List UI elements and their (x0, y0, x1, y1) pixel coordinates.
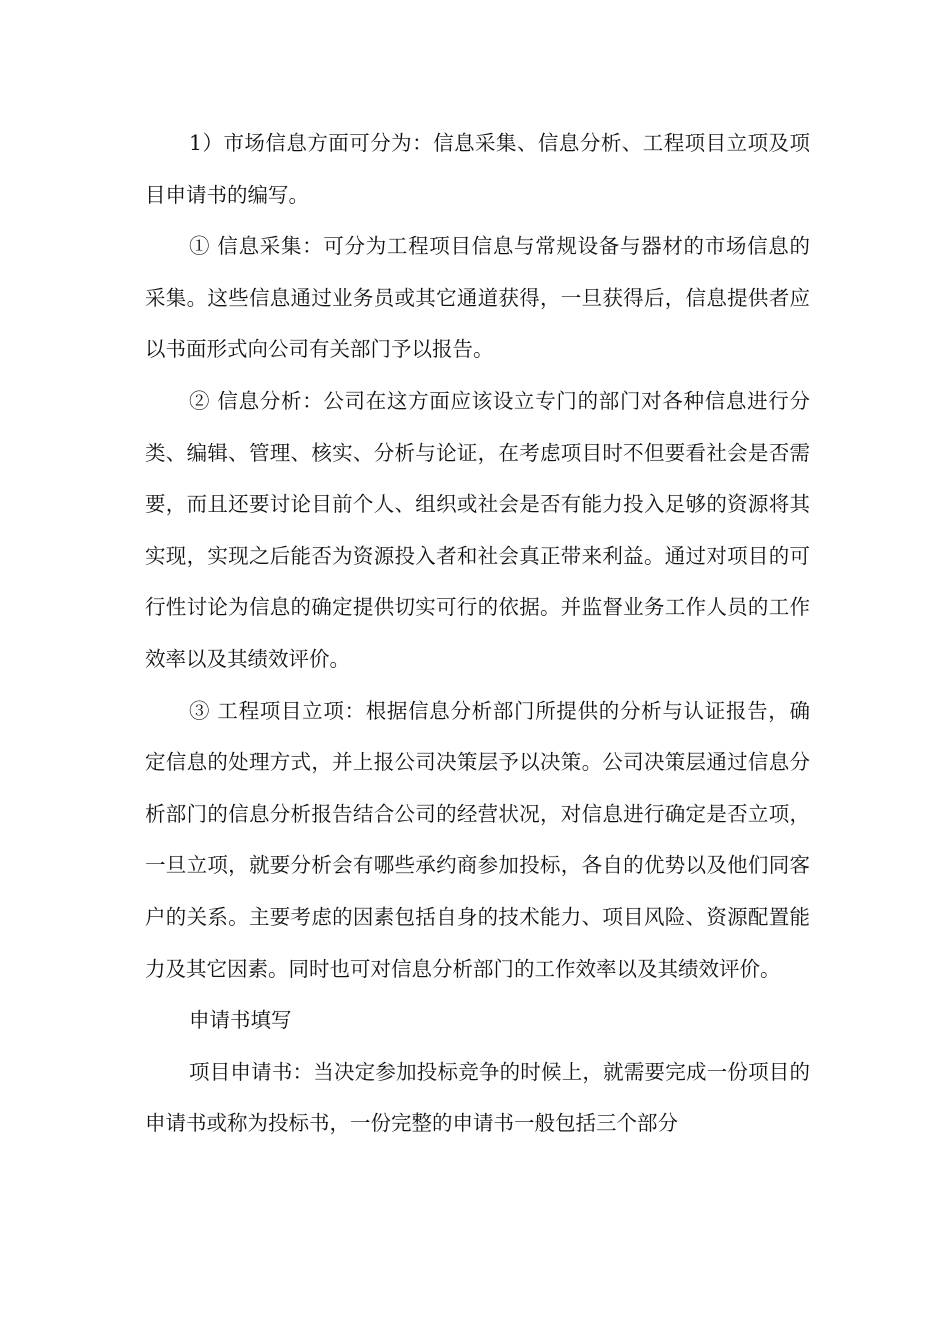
paragraph-application-letter: 项目申请书：当决定参加投标竞争的时候上，就需要完成一份项目的申请书或称为投标书，一份完整的申请书一般包括三个部分 (145, 1059, 810, 1136)
section-heading-application: 申请书填写 (189, 1008, 292, 1033)
paragraph-info-collection: ① 信息采集：可分为工程项目信息与常规设备与器材的市场信息的采集。这些信息通过业务员或其它通道获得，一旦获得后，信息提供者应以书面形式向公司有关部门予以报告。 (145, 234, 810, 362)
paragraph-project-approval: ③ 工程项目立项：根据信息分析部门所提供的分析与认证报告，确定信息的处理方式，并上报公司决策层予以决策。公司决策层通过信息分析部门的信息分析报告结合公司的经营状况，对信息进行确定是否立项，一旦立项，就要分析会有哪些承约商参加投标，各自的优势以及他们同客户的关系。主要考虑的因素包括自身的技术能力、项目风险、资源配置能力及其它因素。同时也可对信息分析部门的工作效率以及其绩效评价。 (145, 698, 810, 981)
document-body (145, 118, 810, 1150)
paragraph-market-info: 1）市场信息方面可分为：信息采集、信息分析、工程项目立项及项目申请书的编写。 (145, 131, 810, 207)
paragraph-info-analysis: ② 信息分析：公司在这方面应该设立专门的部门对各种信息进行分类、编辑、管理、核实、分析与论证，在考虑项目时不但要看社会是否需要，而且还要讨论目前个人、组织或社会是否有能力投入足够的资源将其实现，实现之后能否为资源投入者和社会真正带来利益。通过对项目的可行性讨论为信息的确定提供切实可行的依据。并监督业务工作人员的工作效率以及其绩效评价。 (145, 388, 810, 671)
